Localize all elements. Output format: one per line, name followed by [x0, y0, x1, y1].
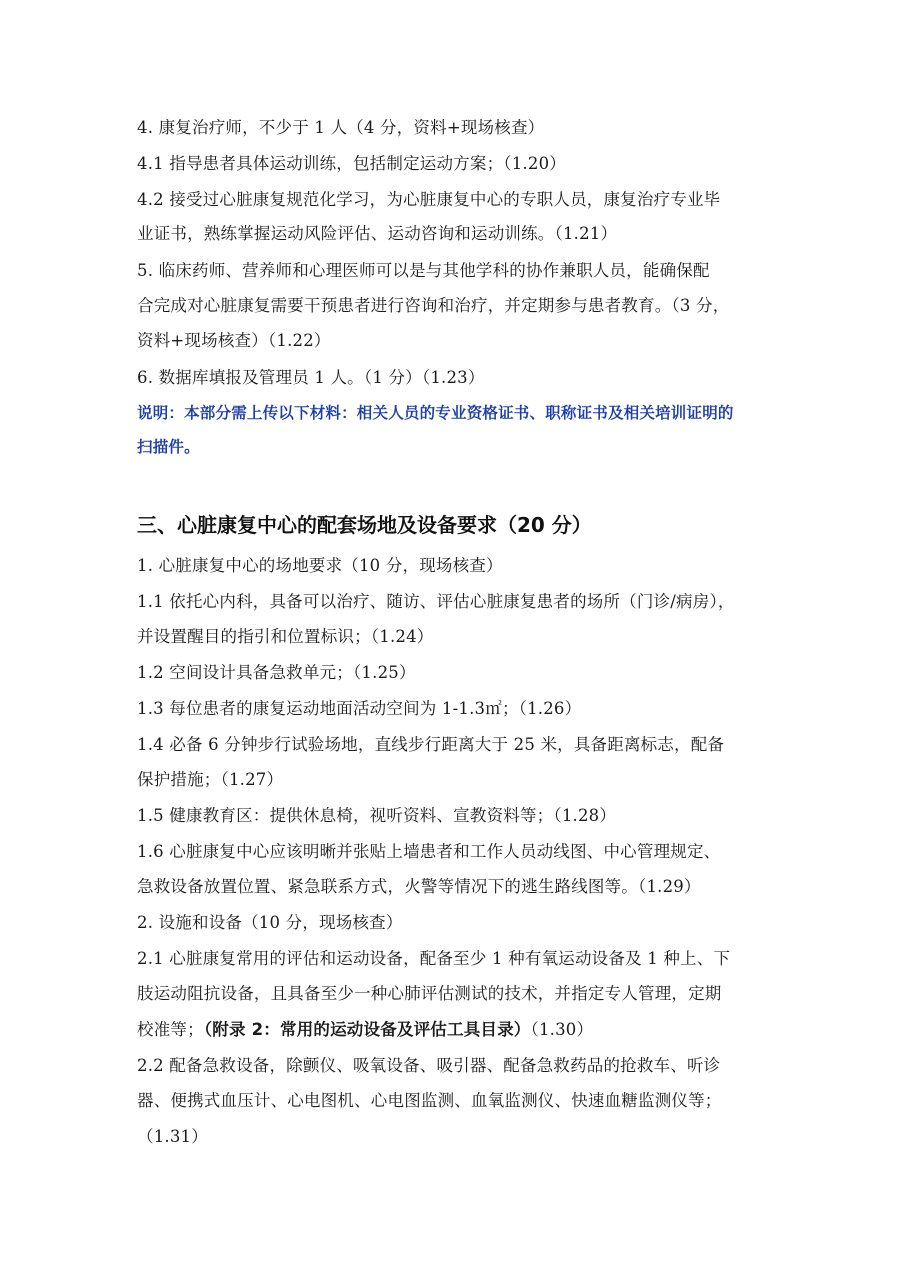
item-3-2-text: 2. 设施和设备（10 分，现场核查）: [137, 913, 403, 932]
item-3-1-2-text: 1.2 空间设计具备急救单元；（1.25）: [137, 663, 416, 682]
item-3-2-2-line-1: 2.2 配备急救设备，除颤仪、吸氧设备、吸引器、配备急救药品的抢救车、听诊: [137, 1056, 721, 1075]
item-4-1-text: 4.1 指导患者具体运动训练，包括制定运动方案；（1.20）: [137, 154, 566, 173]
item-3-2-2-line-3: （1.31）: [137, 1127, 208, 1146]
item-3-2-1-line-1: 2.1 心脏康复常用的评估和运动设备，配备至少 1 种有氧运动设备及 1 种上、下: [137, 949, 731, 968]
item-3-1-5-text: 1.5 健康教育区：提供休息椅，视听资料、宣教资料等；（1.28）: [137, 806, 617, 825]
section-three-heading: 三、心脏康复中心的配套场地及设备要求（20 分）: [137, 513, 592, 537]
item-4-2-line-2: 业证书，熟练掌握运动风险评估、运动咨询和运动训练。（1.21）: [137, 224, 618, 243]
item-5-line-2: 合完成对心脏康复需要干预患者进行咨询和治疗，并定期参与患者教育。（3 分，: [137, 296, 730, 315]
item-4-2-line-1: 4.2 接受过心脏康复规范化学习，为心脏康复中心的专职人员，康复治疗专业毕: [137, 190, 721, 209]
item-3-2-1-line-3: [137, 1018, 787, 1042]
upload-note-line-2: 扫描件。: [137, 438, 200, 456]
item-3-1-text: 1. 心脏康复中心的场地要求（10 分，现场核查）: [137, 556, 503, 575]
item-3-2-2-line-2: 器、便携式血压计、心电图机、心电图监测、血氧监测仪、快速血糖监测仪等；: [137, 1091, 722, 1110]
item-3-1-1-line-2: 并设置醒目的指引和位置标识；（1.24）: [137, 627, 434, 646]
item-3-1-4-line-2: 保护措施；（1.27）: [137, 770, 284, 789]
item-3-1-6-line-1: 1.6 心脏康复中心应该明晰并张贴上墙患者和工作人员动线图、中心管理规定、: [137, 842, 721, 861]
item-5-line-1: 5. 临床药师、营养师和心理医师可以是与其他学科的协作兼职人员，能确保配: [137, 261, 710, 280]
item-3-1-1-line-1: 1.1 依托心内科，具备可以治疗、随访、评估心脏康复患者的场所（门诊/病房），: [137, 592, 735, 611]
item-4-text: 4. 康复治疗师，不少于 1 人（4 分，资料+现场核查）: [137, 118, 545, 137]
appendix-2-reference: （附录 2：常用的运动设备及评估工具目录）: [203, 1020, 531, 1039]
item-5-line-3: 资料+现场核查）（1.22）: [137, 331, 331, 350]
upload-note-line-1: 说明：本部分需上传以下材料：相关人员的专业资格证书、职称证书及相关培训证明的: [137, 404, 734, 422]
item-3-1-3-text: 1.3 每位患者的康复运动地面活动空间为 1-1.3㎡；（1.26）: [137, 699, 582, 718]
item-3-1-4-line-1: 1.4 必备 6 分钟步行试验场地，直线步行距离大于 25 米，具备距离标志，配备: [137, 735, 725, 754]
item-6-text: 6. 数据库填报及管理员 1 人。（1 分）（1.23）: [137, 368, 485, 387]
item-3-2-1-code: （1.30）: [530, 1020, 594, 1039]
item-3-1-6-line-2: 急救设备放置位置、紧急联系方式，火警等情况下的逃生路线图等。（1.29）: [137, 877, 701, 896]
item-3-2-1-line-2: 肢运动阻抗设备，且具备至少一种心肺评估测试的技术，并指定专人管理，定期: [137, 984, 722, 1003]
item-3-2-1-prefix: 校准等；: [137, 1020, 204, 1039]
